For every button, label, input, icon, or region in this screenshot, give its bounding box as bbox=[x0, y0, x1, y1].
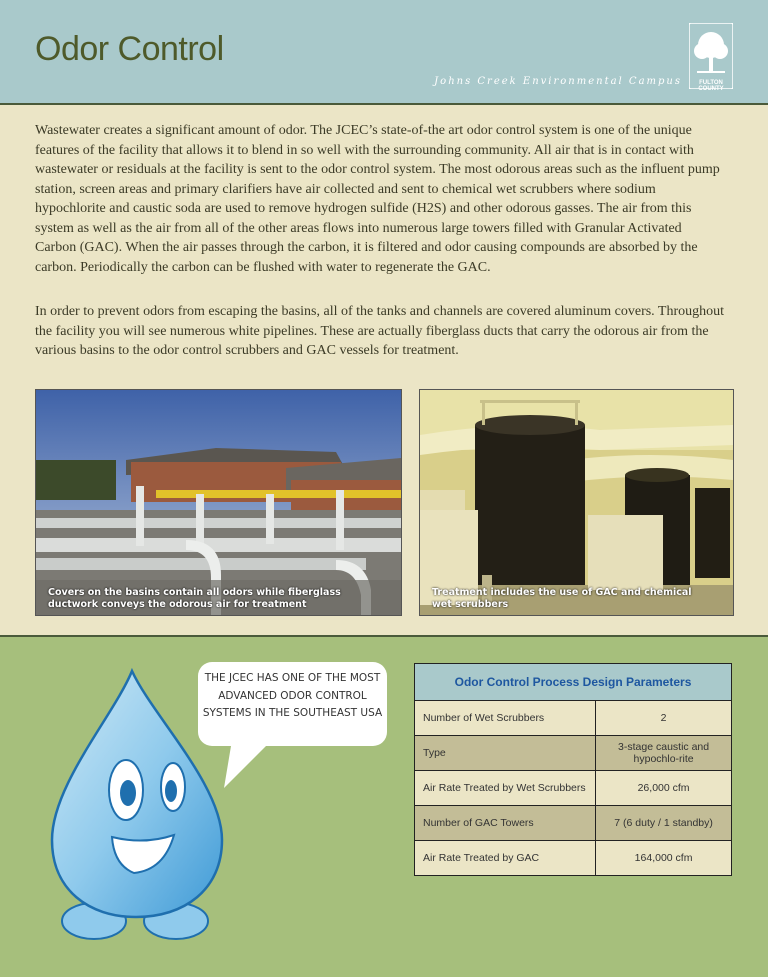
row-label: Air Rate Treated by Wet Scrubbers bbox=[415, 771, 596, 806]
row-value: 7 (6 duty / 1 standby) bbox=[596, 806, 732, 841]
design-parameters-table bbox=[414, 663, 732, 876]
caption-basin-covers: Covers on the basins contain all odors while fiberglass ductwork conveys the odorous air for treatment bbox=[48, 587, 341, 610]
basin-pipes-illustration bbox=[36, 390, 401, 615]
speech-bubble bbox=[198, 662, 387, 746]
section-divider bbox=[0, 635, 768, 637]
row-label: Air Rate Treated by GAC bbox=[415, 841, 596, 876]
table-row bbox=[415, 841, 732, 876]
gac-tanks-illustration bbox=[420, 390, 733, 615]
row-label: Type bbox=[415, 736, 596, 771]
paragraph-odor-intro: Wastewater creates a significant amount of odor. The JCEC’s state-of-the art odor control system is one of the unique features of the facility that allows it to blend in so well with the surrounding community. All air that is in contact with wastewater or residuals at the facility is sent to the odor control system. The most odorous areas such as the influent pump station, screen areas and primary clarifiers have air collected and sent to chemical wet scrubbers where sodium hypochlorite and caustic soda are used to remove hydrogen sulfide (H2S) and other odorous gasses. The air from this system as well as the air from all of the other areas flows into numerous large towers filled with Granular Activated Carbon (GAC). When the air passes through the carbon, it is filtered and odor causing compounds are absorbed by the carbon. Periodically the carbon can be flushed with water to regenerate the GAC. bbox=[35, 123, 720, 275]
paragraph-covers: In order to prevent odors from escaping the basins, all of the tanks and channels are covered aluminum covers. Throughout the facility you will see numerous white pipelines. These are actually fiberglass ducts that carry the odorous air from the various basins to the odor control scrubbers and GAC vessels for treatment. bbox=[35, 304, 725, 358]
table-title: Odor Control Process Design Parameters bbox=[415, 664, 732, 701]
row-label: Number of Wet Scrubbers bbox=[415, 701, 596, 736]
table-row bbox=[415, 771, 732, 806]
photo-gac-scrubbers bbox=[419, 389, 734, 616]
row-value: 3-stage caustic and hypochlo-rite bbox=[596, 736, 732, 771]
logo-text: FULTON COUNTY bbox=[698, 80, 724, 92]
row-value: 26,000 cfm bbox=[596, 771, 732, 806]
speech-bubble-text: THE JCEC HAS ONE OF THE MOST ADVANCED ODOR CONTROL SYSTEMS IN THE SOUTHEAST USA bbox=[202, 672, 383, 719]
campus-name: Johns Creek Environmental Campus bbox=[434, 76, 682, 87]
table-row bbox=[415, 736, 732, 771]
table-row bbox=[415, 701, 732, 736]
header bbox=[0, 0, 768, 105]
row-label: Number of GAC Towers bbox=[415, 806, 596, 841]
row-value: 2 bbox=[596, 701, 732, 736]
speech-bubble-tail bbox=[222, 740, 282, 790]
row-value: 164,000 cfm bbox=[596, 841, 732, 876]
caption-gac-scrubbers: Treatment includes the use of GAC and chemical wet scrubbers bbox=[432, 587, 692, 610]
table-row bbox=[415, 806, 732, 841]
photo-basin-covers bbox=[35, 389, 402, 616]
page-title: Odor Control bbox=[35, 30, 224, 68]
